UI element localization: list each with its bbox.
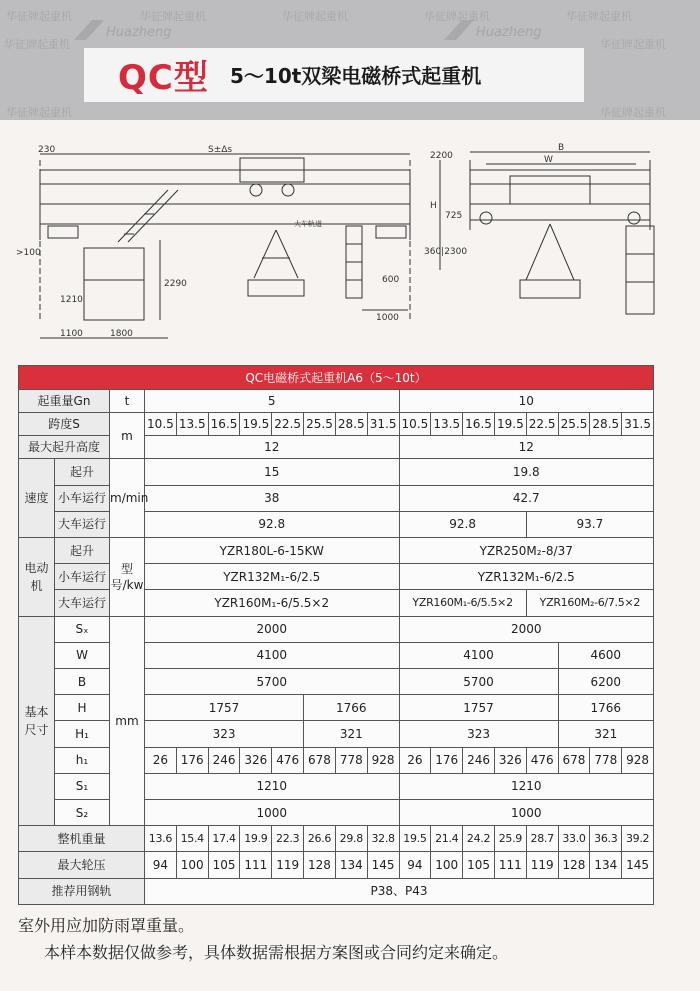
watermark: 华征牌起重机 xyxy=(4,38,70,51)
row-label: H₁ xyxy=(55,721,110,747)
row-label: H xyxy=(55,695,110,721)
cell: 119 xyxy=(272,852,304,878)
note-disclaimer: 本样本数据仅做参考，具体数据需根据方案图或合同约定来确定。 xyxy=(44,943,509,962)
cell: 2000 xyxy=(145,616,400,642)
unit-cell: t xyxy=(110,390,145,413)
cell: 36.3 xyxy=(590,826,622,852)
cell: 246 xyxy=(463,747,495,773)
lifting-magnet xyxy=(248,280,304,296)
cell: 4600 xyxy=(558,642,653,668)
cell: 111 xyxy=(240,852,272,878)
cell: 28.7 xyxy=(526,826,558,852)
group-label: 速度 xyxy=(19,459,55,538)
dim-600: 600 xyxy=(382,275,400,285)
cell: 12 xyxy=(399,436,654,459)
operator-cab xyxy=(84,248,144,320)
cell: 323 xyxy=(145,721,304,747)
cell: 1000 xyxy=(145,799,400,825)
cell: 19.8 xyxy=(399,459,654,485)
crane-technical-drawing xyxy=(0,130,700,355)
row-label: S₁ xyxy=(55,773,110,799)
dim-2290: 2290 xyxy=(164,279,187,289)
table-row xyxy=(19,878,654,904)
row-label: 跨度S xyxy=(19,413,110,436)
cell: 678 xyxy=(558,747,590,773)
cell: 5700 xyxy=(145,668,400,694)
cell: P38、P43 xyxy=(145,878,654,904)
unit-cell: m xyxy=(110,413,145,459)
dim-1800: 1800 xyxy=(110,329,133,339)
cell: 28.5 xyxy=(590,413,622,436)
page-title: 5～10t双梁电磁桥式起重机 xyxy=(230,64,482,88)
table-row xyxy=(19,616,654,642)
cell: 42.7 xyxy=(399,485,654,511)
row-label: Sₓ xyxy=(55,616,110,642)
cell: 2000 xyxy=(399,616,654,642)
cell: 13.6 xyxy=(145,826,177,852)
cell: 12 xyxy=(145,436,400,459)
dim-2300: 360|2300 xyxy=(424,247,468,257)
watermark: 华征牌起重机 xyxy=(600,38,666,51)
cell: 326 xyxy=(240,747,272,773)
watermark: 华征牌起重机 xyxy=(140,10,206,23)
cell: 31.5 xyxy=(622,413,654,436)
cell: 94 xyxy=(145,852,177,878)
cell: 31.5 xyxy=(367,413,399,436)
logo-text: Huazheng xyxy=(476,25,542,40)
cell: 476 xyxy=(526,747,558,773)
cell: 100 xyxy=(176,852,208,878)
cell: 21.4 xyxy=(431,826,463,852)
note-weather: 室外用应加防雨罩重量。 xyxy=(18,916,195,935)
dim-b: B xyxy=(558,143,565,153)
dim-span: S±Δs xyxy=(208,145,233,155)
watermark: 华征牌起重机 xyxy=(566,10,632,23)
cell: 22.3 xyxy=(272,826,304,852)
cell: 10.5 xyxy=(145,413,177,436)
cell: 1766 xyxy=(558,695,653,721)
cell: 19.5 xyxy=(494,413,526,436)
cell: 119 xyxy=(526,852,558,878)
cell: 13.5 xyxy=(431,413,463,436)
logo-mark xyxy=(70,16,172,44)
dim-1000: 1000 xyxy=(376,313,399,323)
cell: 145 xyxy=(622,852,654,878)
cell: 26.6 xyxy=(304,826,336,852)
cell: 326 xyxy=(494,747,526,773)
table-caption: QC电磁桥式起重机A6（5～10t） xyxy=(19,366,654,390)
cell: 100 xyxy=(431,852,463,878)
cell: 1210 xyxy=(399,773,654,799)
cell: 321 xyxy=(558,721,653,747)
dim-h: H xyxy=(430,201,437,211)
cell: 928 xyxy=(367,747,399,773)
cell: YZR132M₁-6/2.5 xyxy=(399,564,654,590)
side-trolley xyxy=(510,176,590,204)
table-row xyxy=(19,413,654,436)
page-header xyxy=(0,0,700,120)
cell: 176 xyxy=(431,747,463,773)
dim-230: 230 xyxy=(38,145,56,155)
cell: YZR132M₁-6/2.5 xyxy=(145,564,400,590)
watermark: 华征牌起重机 xyxy=(600,106,666,119)
cell: 19.5 xyxy=(240,413,272,436)
cell: 5 xyxy=(145,390,400,413)
cell: 93.7 xyxy=(526,511,653,537)
table-row xyxy=(19,826,654,852)
logo-text: Huazheng xyxy=(106,25,172,40)
cell: 778 xyxy=(590,747,622,773)
cell: 134 xyxy=(590,852,622,878)
cell: 33.0 xyxy=(558,826,590,852)
dim-1100: 1100 xyxy=(60,329,83,339)
watermark: 华征牌起重机 xyxy=(6,10,72,23)
cell: YZR160M₁-6/5.5×2 xyxy=(399,590,526,616)
row-label: 大车运行 xyxy=(55,511,110,537)
group-label: 电动机 xyxy=(19,537,55,616)
cell: 28.5 xyxy=(335,413,367,436)
rail-sign: 大车轨道 xyxy=(294,220,322,228)
cell: 176 xyxy=(176,747,208,773)
watermark: 华征牌起重机 xyxy=(282,10,348,23)
unit-cell: 型号/kw xyxy=(110,537,145,616)
row-label: B xyxy=(55,668,110,694)
dim-w: W xyxy=(544,155,553,165)
row-label: 小车运行 xyxy=(55,485,110,511)
cell: 92.8 xyxy=(145,511,400,537)
spec-table xyxy=(18,365,654,905)
cell: 25.5 xyxy=(558,413,590,436)
cell: 19.9 xyxy=(240,826,272,852)
cell: YZR160M₁-6/5.5×2 xyxy=(145,590,400,616)
cell: 4100 xyxy=(145,642,400,668)
cell: 38 xyxy=(145,485,400,511)
cell: 15.4 xyxy=(176,826,208,852)
cell: 321 xyxy=(304,721,399,747)
cell: 6200 xyxy=(558,668,653,694)
cell: 111 xyxy=(494,852,526,878)
cell: 22.5 xyxy=(272,413,304,436)
cell: 105 xyxy=(208,852,240,878)
cell: 5700 xyxy=(399,668,558,694)
cell: 17.4 xyxy=(208,826,240,852)
row-label: 起重量Gn xyxy=(19,390,110,413)
logo-mark xyxy=(440,16,542,44)
cell: 246 xyxy=(208,747,240,773)
cell: 10 xyxy=(399,390,654,413)
cell: 26 xyxy=(399,747,431,773)
cell: 778 xyxy=(335,747,367,773)
girder-top xyxy=(40,170,410,184)
table-row xyxy=(19,459,654,485)
cell: 25.5 xyxy=(304,413,336,436)
cell: 15 xyxy=(145,459,400,485)
title-model: QC型 xyxy=(118,58,209,98)
cell: 32.8 xyxy=(367,826,399,852)
row-label: W xyxy=(55,642,110,668)
row-label: 最大起升高度 xyxy=(19,436,110,459)
row-label: 小车运行 xyxy=(55,564,110,590)
cell: 16.5 xyxy=(208,413,240,436)
cell: 1210 xyxy=(145,773,400,799)
cell: 29.8 xyxy=(335,826,367,852)
row-label: 起升 xyxy=(55,537,110,563)
cell: 16.5 xyxy=(463,413,495,436)
cell: 25.9 xyxy=(494,826,526,852)
cell: 94 xyxy=(399,852,431,878)
cell: 24.2 xyxy=(463,826,495,852)
cell: YZR180L-6-15KW xyxy=(145,537,400,563)
row-label: 推荐用钢轨 xyxy=(19,878,145,904)
row-label: S₂ xyxy=(55,799,110,825)
dim-725: 725 xyxy=(445,211,463,221)
dim-1210: 1210 xyxy=(60,295,83,305)
table-row xyxy=(19,852,654,878)
cell: 678 xyxy=(304,747,336,773)
cell: 1757 xyxy=(399,695,558,721)
cell: 4100 xyxy=(399,642,558,668)
cell: 1757 xyxy=(145,695,304,721)
cell: 476 xyxy=(272,747,304,773)
table-row xyxy=(19,537,654,563)
cell: 1766 xyxy=(304,695,399,721)
watermark: 华征牌起重机 xyxy=(424,10,490,23)
unit-cell: m/min xyxy=(110,459,145,538)
cell: 145 xyxy=(367,852,399,878)
group-label: 基本尺寸 xyxy=(19,616,55,826)
cell: 105 xyxy=(463,852,495,878)
cell: 92.8 xyxy=(399,511,526,537)
cell: 134 xyxy=(335,852,367,878)
cell: 39.2 xyxy=(622,826,654,852)
cell: 22.5 xyxy=(526,413,558,436)
dim-2200: 2200 xyxy=(430,151,453,161)
dim-100: >100 xyxy=(16,248,41,258)
row-label: 大车运行 xyxy=(55,590,110,616)
row-label: 整机重量 xyxy=(19,826,145,852)
row-label: h₁ xyxy=(55,747,110,773)
unit-cell: mm xyxy=(110,616,145,826)
cell: 928 xyxy=(622,747,654,773)
watermark: 华征牌起重机 xyxy=(6,106,72,119)
cell: 1000 xyxy=(399,799,654,825)
cell: 10.5 xyxy=(399,413,431,436)
row-label: 起升 xyxy=(55,459,110,485)
cell: 26 xyxy=(145,747,177,773)
row-label: 最大轮压 xyxy=(19,852,145,878)
cell: 323 xyxy=(399,721,558,747)
girder-bottom xyxy=(40,204,410,224)
cell: 13.5 xyxy=(176,413,208,436)
cell: 128 xyxy=(304,852,336,878)
cell: YZR160M₂-6/7.5×2 xyxy=(526,590,653,616)
table-row xyxy=(19,390,654,413)
cell: 19.5 xyxy=(399,826,431,852)
cell: 128 xyxy=(558,852,590,878)
cell: YZR250M₂-8/37 xyxy=(399,537,654,563)
